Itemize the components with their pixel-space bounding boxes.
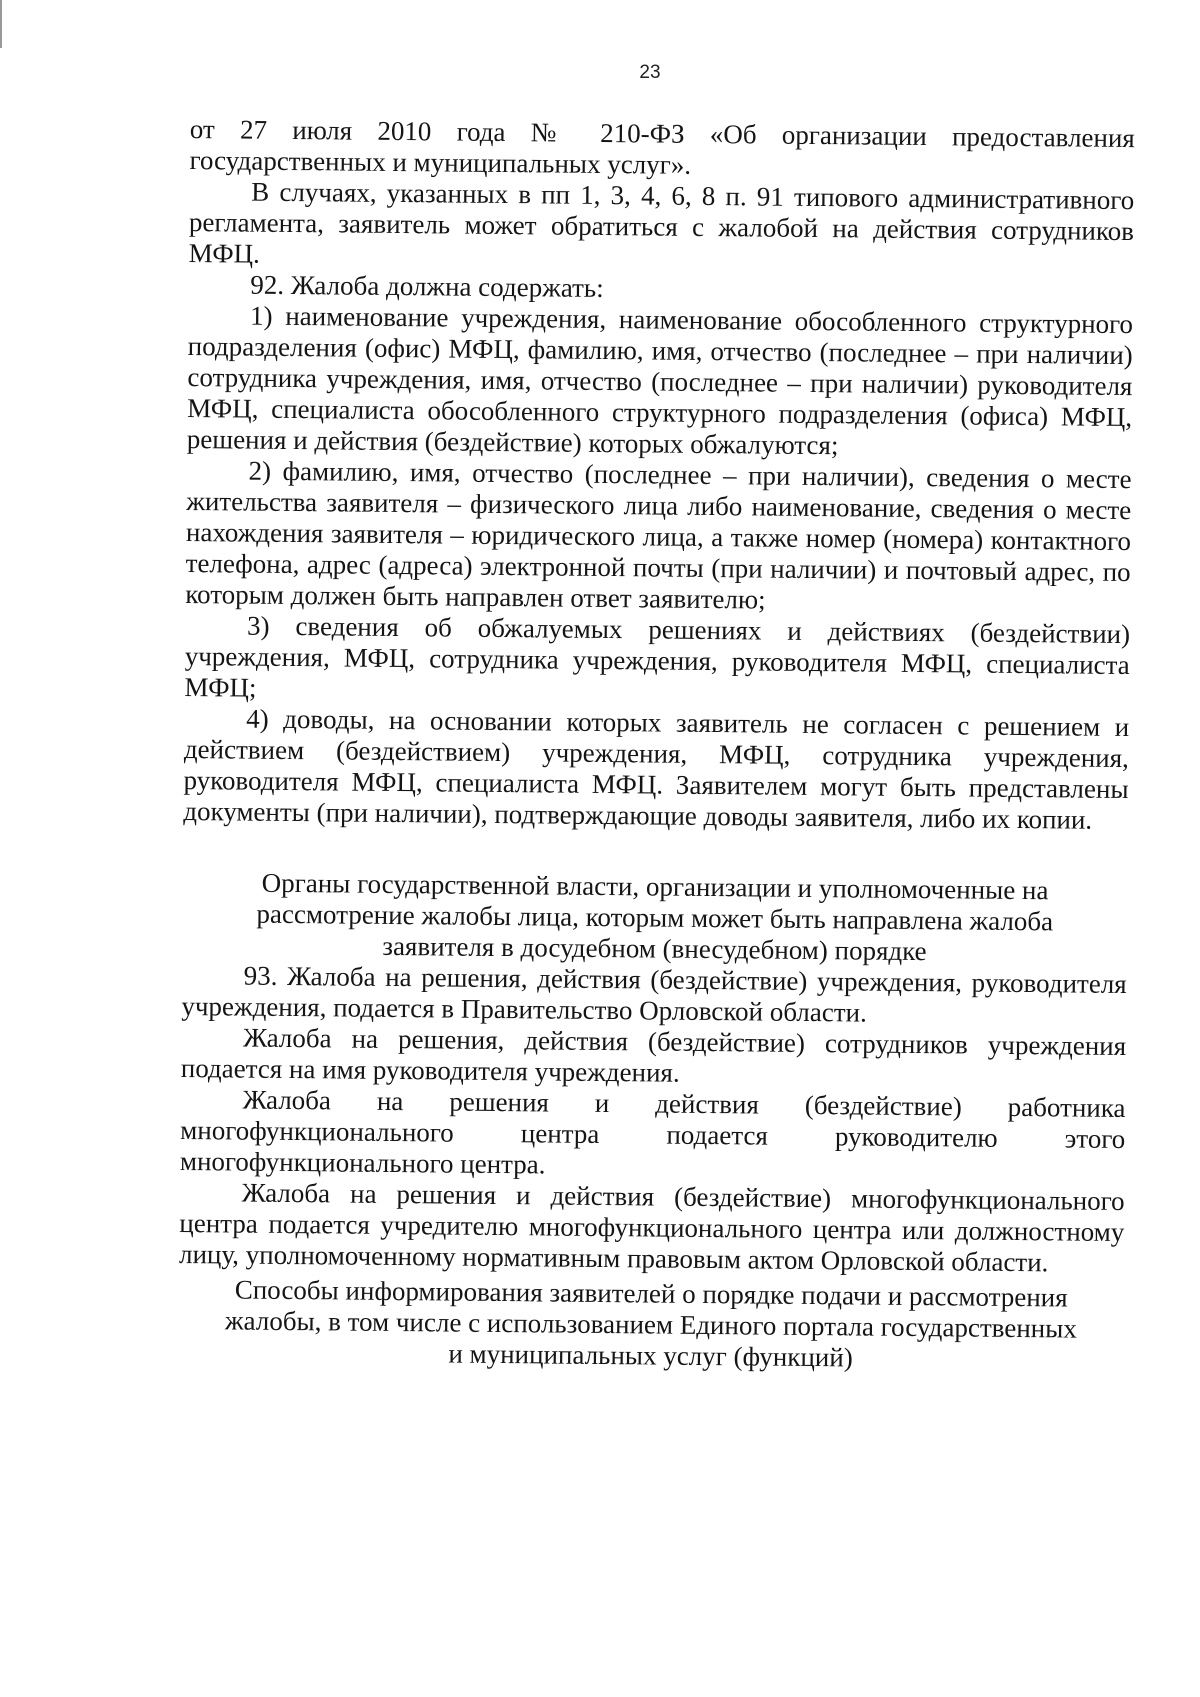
paragraph-mfc-cases: В случаях, указанных в пп 1, 3, 4, 6, 8 п. 91 типового административного регламента, заявитель может обратиться с жалобой на действия сотрудников МФЦ. [188,176,1135,269]
section-heading-informing: Способы информирования заявителей о порядке подачи и рассмотрения жалобы, в том числе с использованием Единого портала государственных и муниципальных услуг (функций) [224,1274,1077,1373]
paragraph-complaint-mfc: Жалоба на решения и действия (бездействие) многофункционального центра подается учредителю многофункционального центра или должностному лицу, уполномоченному нормативным правовым актом Орловской области. [178,1177,1125,1278]
section-heading-authorities: Органы государственной власти, организации и уполномоченные на рассмотрение жалобы лица, которым может быть направлена жалоба заявителя в досудебном (внесудебном) порядке [256,867,1054,967]
list-item-1: 1) наименование учреждения, наименование обособленного структурного подразделения (офис) МФЦ, фамилию, имя, отчество (последнее – при наличии) сотрудника учреждения, имя, отчество (последнее – при наличии) руководителя МФЦ, специалиста обособленного структурного подразделения (офиса) МФЦ, решения и действия (бездействие) которых обжалуются; [186,300,1134,461]
page-number: 23 [639,62,661,83]
list-item-3: 3) сведения об обжалуемых решениях и действиях (бездействии) учреждения, МФЦ, сотрудника учреждения, руководителя МФЦ, специалиста МФЦ; [184,610,1131,703]
paragraph-93: 93. Жалоба на решения, действия (бездействие) учреждения, руководителя учреждения, подается в Правительство Орловской области. [181,960,1127,1028]
list-item-4: 4) доводы, на основании которых заявитель не согласен с решением и действием (бездействием) учреждения, МФЦ, сотрудника учреждения, руководителя МФЦ, специалиста МФЦ. Заявителем могут быть представлены документы (при наличии), подтверждающие доводы заявителя, либо их копии. [183,703,1130,835]
paragraph-complaint-employees: Жалоба на решения, действия (бездействие) сотрудников учреждения подается на имя руководителя учреждения. [180,1022,1127,1088]
paragraph-complaint-mfc-worker: Жалоба на решения и действия (бездействие) работника многофункционального центра подается руководителю этого многофункционального центра. [179,1084,1126,1180]
list-item-2: 2) фамилию, имя, отчество (последнее – при наличии), сведения о месте жительства заявителя – физического лица либо наименование, сведения о месте нахождения заявителя – юридического лица, а также номер (номера) контактного телефона, адрес (адреса) электронной почты (при наличии) и почтовый адрес, по которым должен быть направлен ответ заявителю; [185,455,1132,615]
paragraph-law-reference: от 27 июля 2010 года № 210-ФЗ «Об организации предоставления государственных и муниципальных услуг». [189,114,1135,180]
scan-edge-mark [0,0,2,48]
paragraph-92-heading: 92. Жалоба должна содержать: [250,269,604,303]
document-body [178,114,1135,1376]
